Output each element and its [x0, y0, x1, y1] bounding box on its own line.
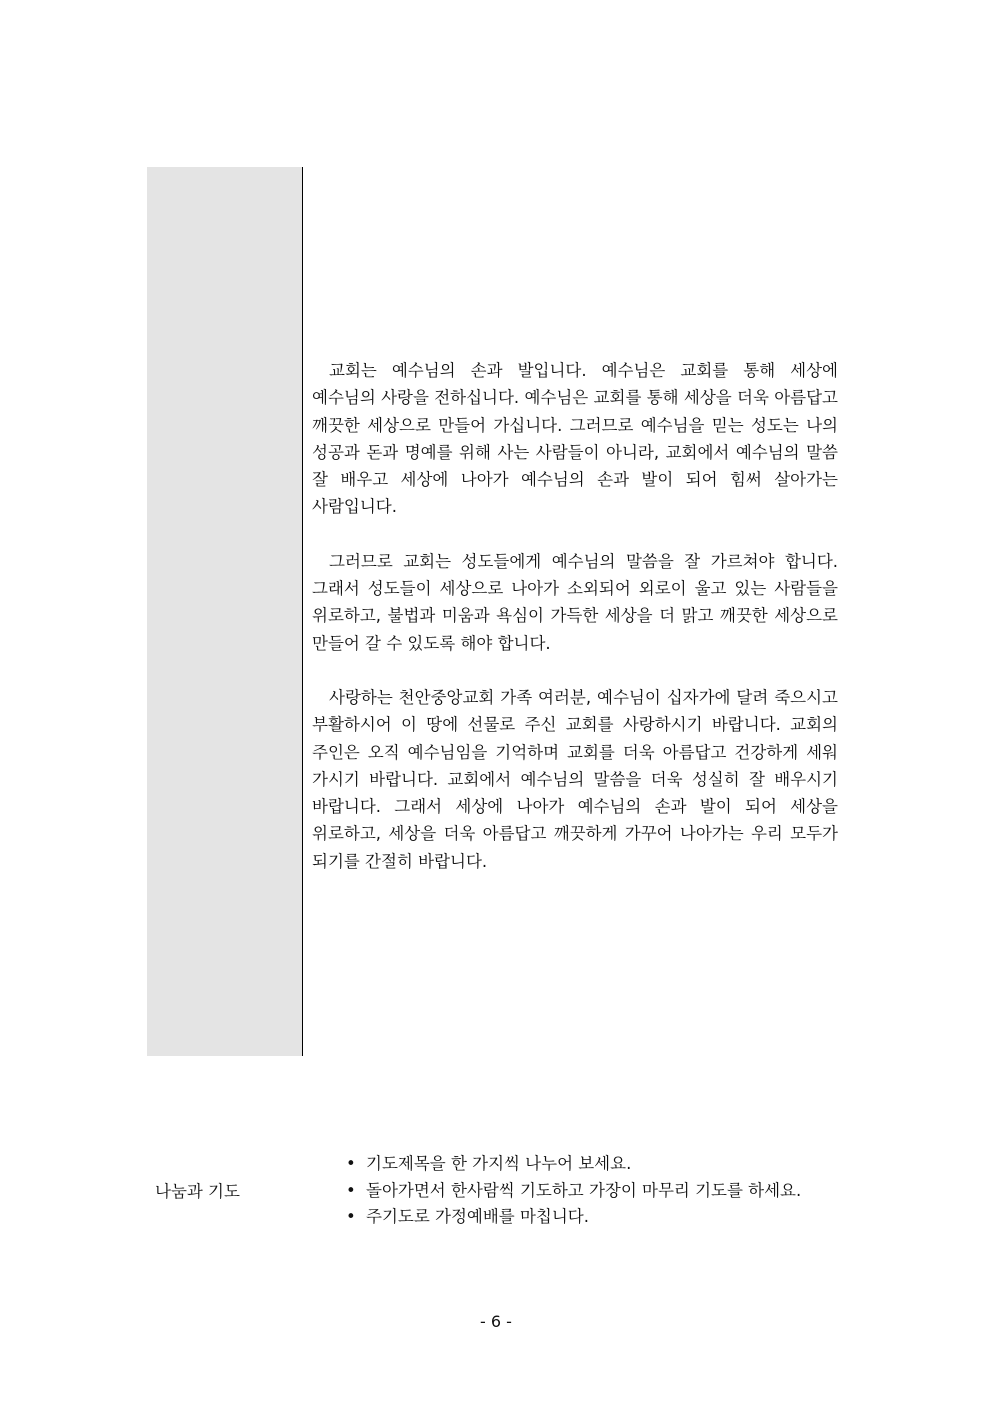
- list-item-text: 돌아가면서 한사람씩 기도하고 가장이 마무리 기도를 하세요.: [366, 1180, 802, 1200]
- list-item: [344, 1204, 801, 1231]
- vertical-divider: [302, 167, 303, 1056]
- list-item: [344, 1151, 801, 1178]
- paragraph-2: 그러므로 교회는 성도들에게 예수님의 말씀을 잘 가르쳐야 합니다. 그래서 성도들이 세상으로 나아가 소외되어 외로이 울고 있는 사람들을 위로하고, 불법과 미움과 욕심이 가득한 세상을 더 맑고 깨끗한 세상으로 만들어 갈 수 있도록 해야 합니다.: [312, 551, 838, 653]
- page-number: - 6 -: [480, 1312, 512, 1331]
- sidebar-panel: [147, 167, 303, 1056]
- list-item-text: 기도제목을 한 가지씩 나누어 보세요.: [366, 1154, 632, 1173]
- paragraph-3: 사랑하는 천안중앙교회 가족 여러분, 예수님이 십자가에 달려 죽으시고 부활하시어 이 땅에 선물로 주신 교회를 사랑하시기 바랍니다. 교회의 주인은 오직 예수님임을 기억하며 교회를 더욱 아름답고 건강하게 세워 가시기 바랍니다. 교회에서 예수님의 말씀을 더욱 성실히 잘 배우시기 바랍니다. 그래서 세상에 나아가 예수님의 손과 발이 되어 세상을 위로하고, 세상을 더욱 아름답고 깨끗하게 가꾸어 나아가는 우리 모두가 되기를 간절히 바랍니다.: [312, 687, 838, 871]
- bullet-icon: •: [346, 1180, 356, 1200]
- list-item: [344, 1178, 801, 1205]
- body-text: [312, 357, 838, 902]
- bullet-icon: •: [346, 1207, 356, 1226]
- list-item-text: 주기도로 가정예배를 마칩니다.: [366, 1207, 589, 1226]
- sharing-prayer-label: 나눔과 기도: [155, 1182, 240, 1201]
- sharing-prayer-list: [344, 1151, 801, 1231]
- bullet-icon: •: [346, 1154, 356, 1173]
- paragraph-1: 교회는 예수님의 손과 발입니다. 예수님은 교회를 통해 세상에 예수님의 사랑을 전하십니다. 예수님은 교회를 통해 세상을 더욱 아름답고 깨끗한 세상으로 만들어 가십니다. 그러므로 예수님을 믿는 성도는 나의 성공과 돈과 명예를 위해 사는 사람들이 아니라, 교회에서 예수님의 말씀 잘 배우고 세상에 나아가 예수님의 손과 발이 되어 힘써 살아가는 사람입니다.: [312, 361, 838, 517]
